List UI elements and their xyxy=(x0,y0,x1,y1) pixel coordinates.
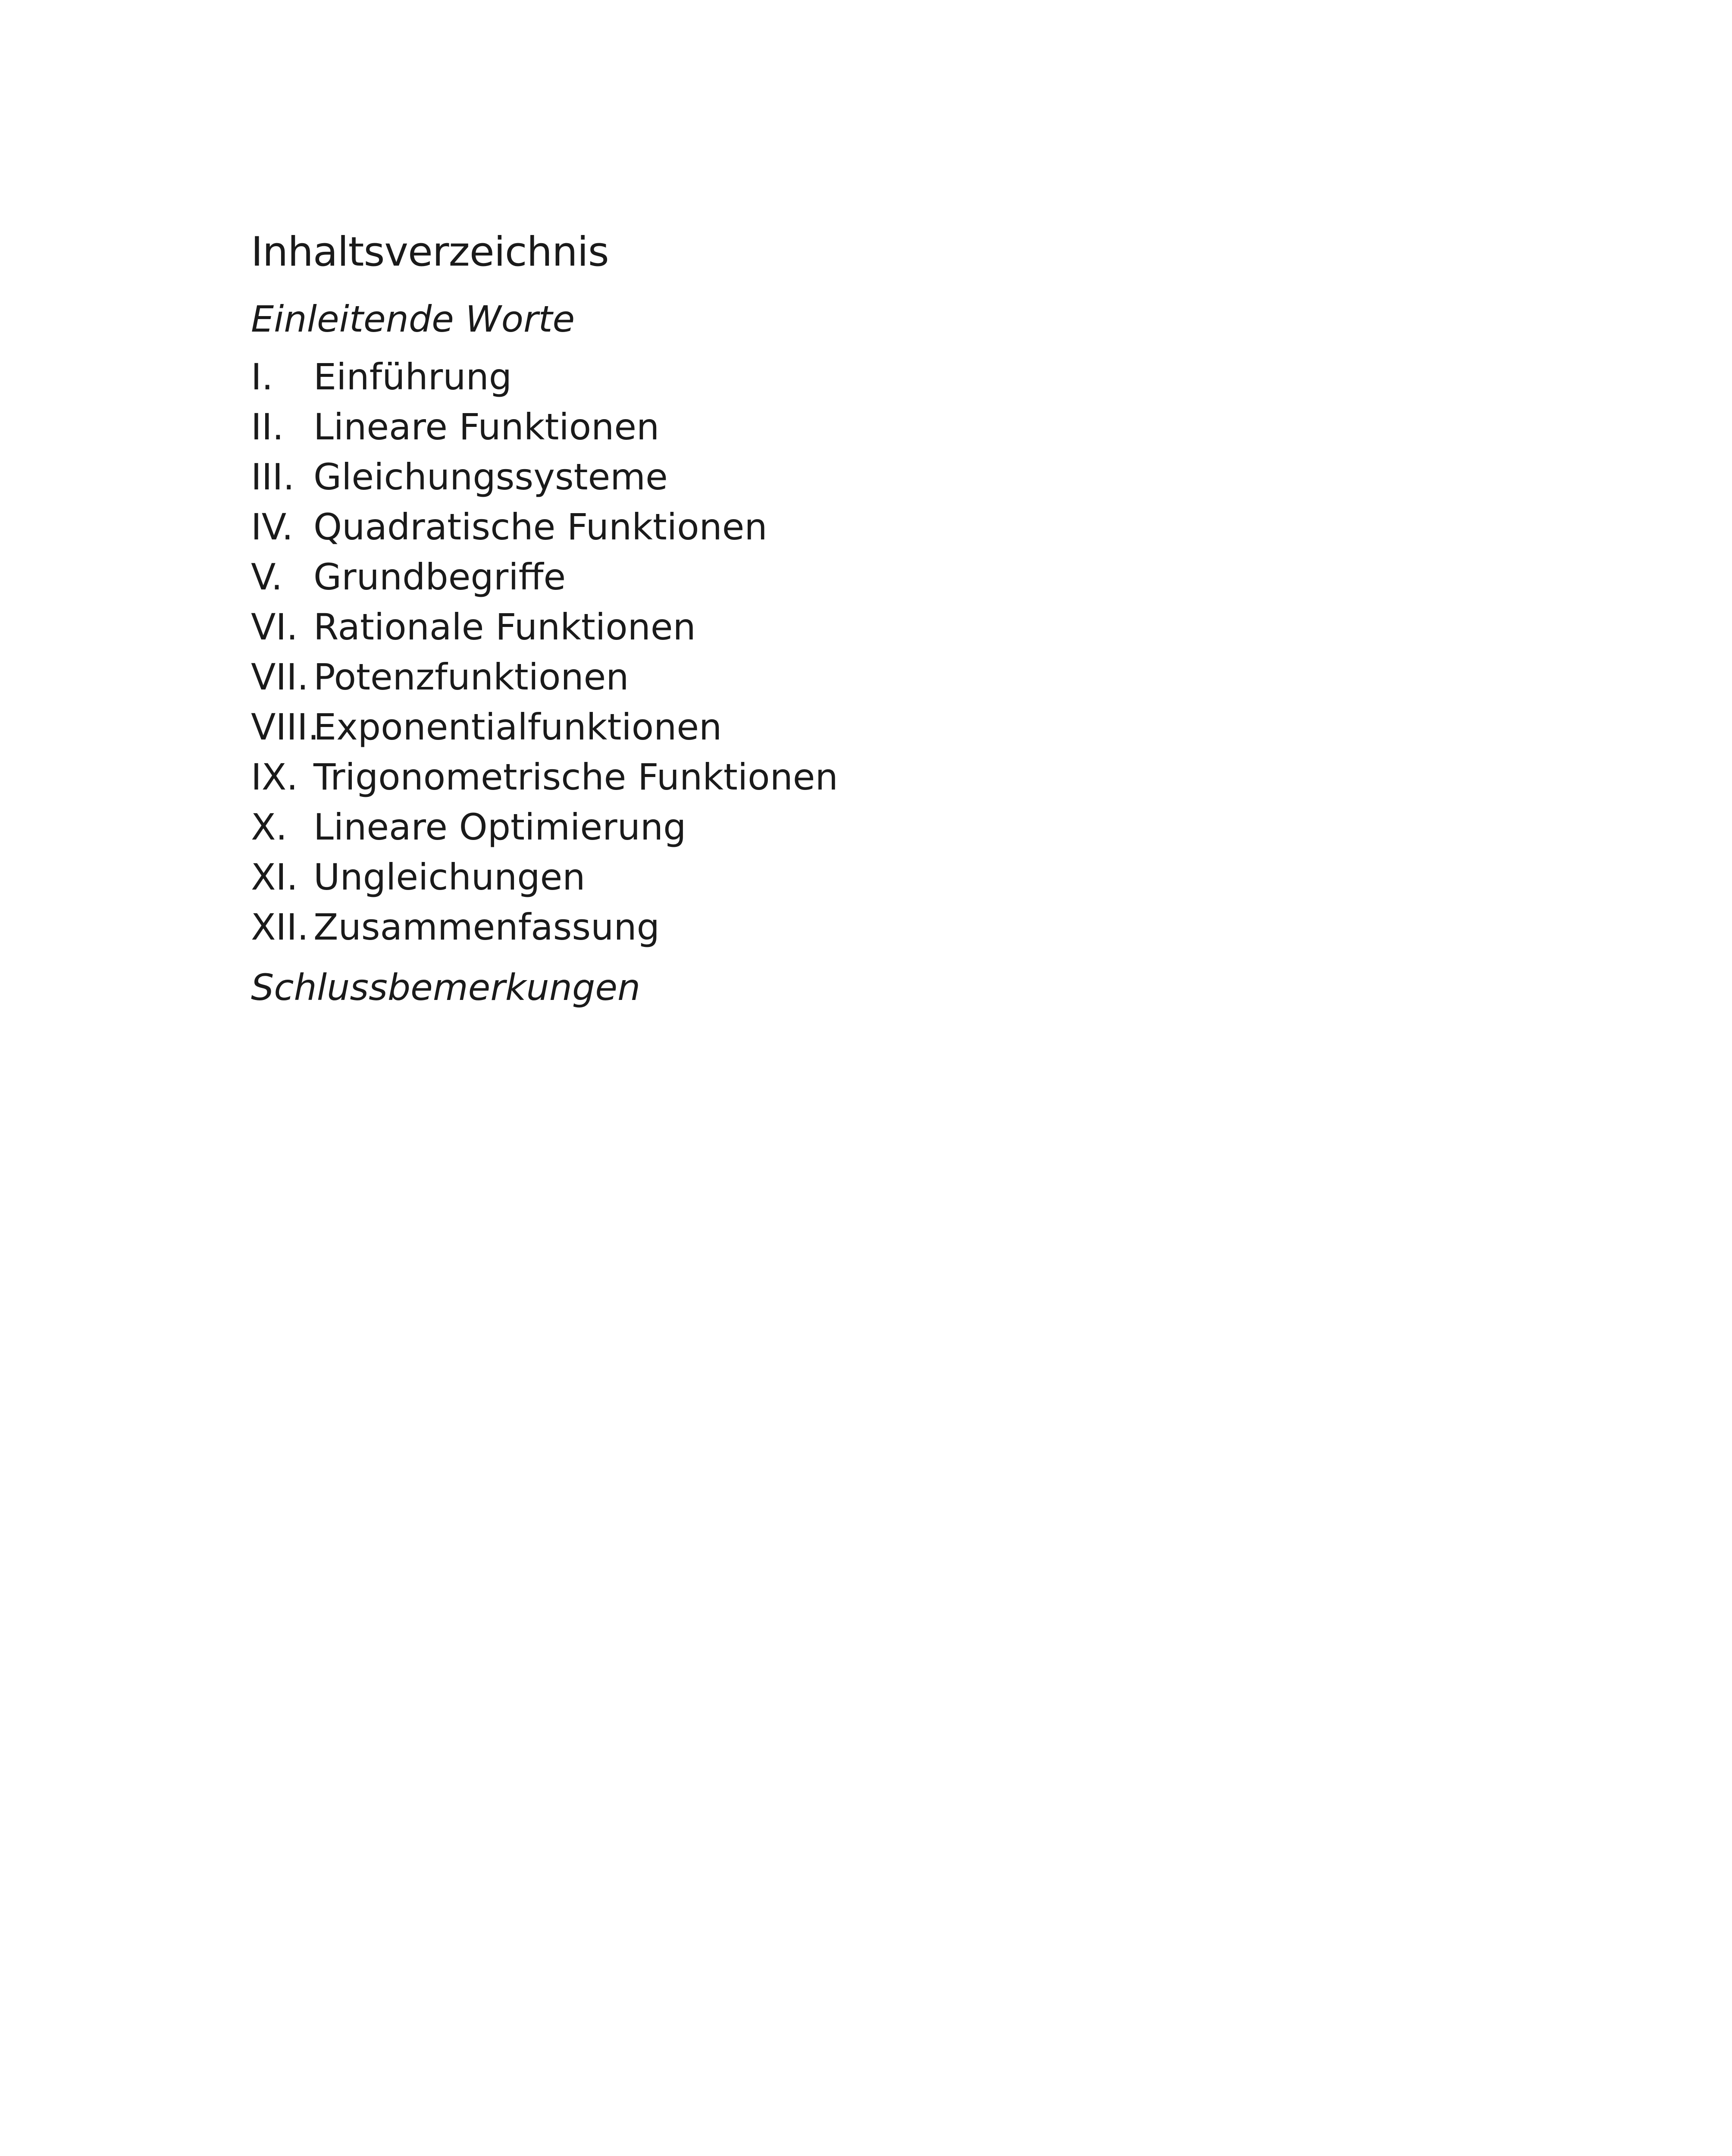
toc-item-number: II. xyxy=(251,406,284,448)
page-title: Inhaltsverzeichnis xyxy=(251,228,609,276)
toc-item-number: VIII. xyxy=(251,706,319,748)
toc-item-number: XI. xyxy=(251,856,298,898)
toc-item xyxy=(251,656,838,709)
toc-item xyxy=(251,406,838,459)
toc-item-number: III. xyxy=(251,456,295,498)
toc-item xyxy=(251,506,838,559)
toc-item-number: VI. xyxy=(251,606,298,648)
toc-item-label: Trigonometrische Funktionen xyxy=(313,756,838,798)
toc-item-label: Rationale Funktionen xyxy=(313,606,696,648)
toc-item-label: Potenzfunktionen xyxy=(313,656,629,698)
toc-item xyxy=(251,806,838,859)
toc-item xyxy=(251,606,838,659)
toc-item xyxy=(251,906,838,959)
toc-intro-entry: Einleitende Worte xyxy=(251,298,575,340)
toc-item-number: V. xyxy=(251,556,283,598)
toc-item-label: Zusammenfassung xyxy=(313,906,660,948)
toc-item-number: I. xyxy=(251,356,273,398)
toc-item-label: Gleichungssysteme xyxy=(313,456,668,498)
toc-item xyxy=(251,456,838,509)
toc-item-label: Exponentialfunktionen xyxy=(313,706,722,748)
toc-item-label: Lineare Funktionen xyxy=(313,406,660,448)
toc-item xyxy=(251,856,838,909)
toc-item xyxy=(251,706,838,759)
toc-item-number: X. xyxy=(251,806,288,848)
toc-item-number: IV. xyxy=(251,506,294,548)
toc-item-number: XII. xyxy=(251,906,309,948)
toc-item-label: Ungleichungen xyxy=(313,856,586,898)
toc-closing-entry: Schlussbemerkungen xyxy=(251,966,641,1009)
toc-item-number: IX. xyxy=(251,756,298,798)
toc-item-number: VII. xyxy=(251,656,309,698)
toc-item-label: Grundbegriffe xyxy=(313,556,566,598)
toc-item-label: Quadratische Funktionen xyxy=(313,506,767,548)
toc-item xyxy=(251,356,838,409)
table-of-contents xyxy=(251,356,838,959)
toc-item xyxy=(251,556,838,609)
toc-item xyxy=(251,756,838,809)
toc-item-label: Lineare Optimierung xyxy=(313,806,686,848)
toc-item-label: Einführung xyxy=(313,356,512,398)
